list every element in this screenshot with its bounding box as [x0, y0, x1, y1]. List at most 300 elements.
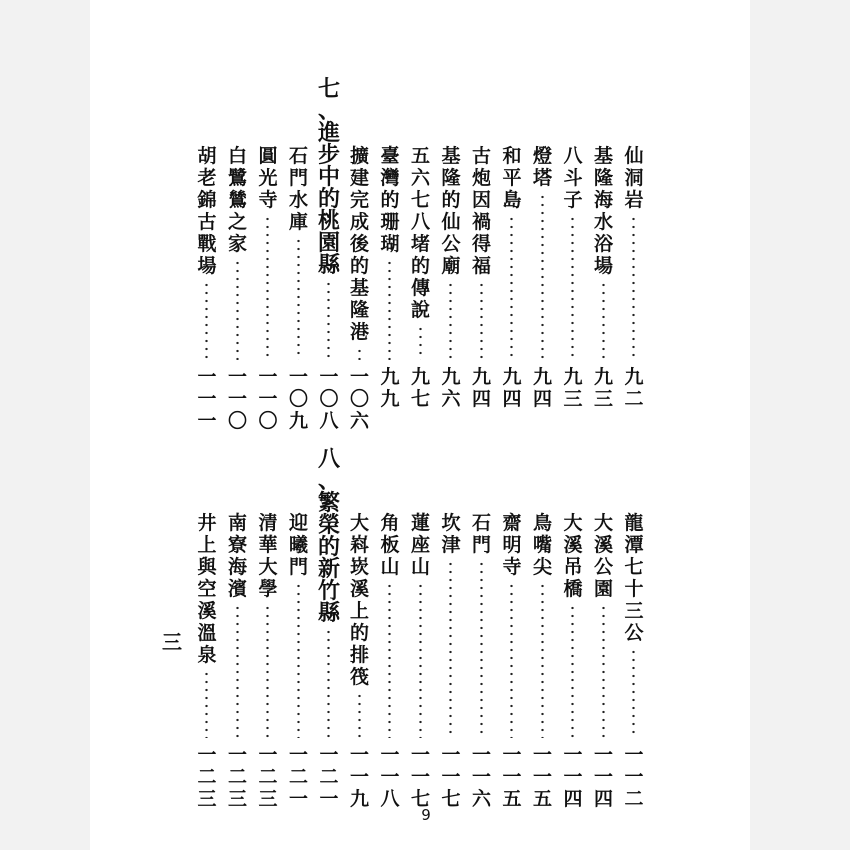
- toc-title-char: 後: [349, 233, 369, 255]
- toc-page-char: 八: [319, 410, 339, 432]
- toc-page-number: [593, 744, 615, 810]
- toc-title-char: 島: [502, 189, 522, 211]
- toc-title-char: 嘴: [532, 534, 552, 556]
- toc-page-char: 一: [624, 744, 644, 766]
- toc-title-char: 圓: [258, 145, 278, 167]
- toc-title-char: 潭: [624, 534, 644, 556]
- toc-page-char: 一: [532, 766, 552, 788]
- toc-title-char: 瑚: [380, 233, 400, 255]
- toc-title-char: 公: [624, 622, 644, 644]
- toc-page-char: 二: [624, 788, 644, 810]
- toc-title-char: 光: [258, 167, 278, 189]
- toc-page-number: [501, 744, 523, 810]
- toc-title-char: 庫: [288, 211, 308, 233]
- toc-page-number: [440, 744, 462, 810]
- toc-section-heading: [318, 78, 340, 276]
- toc-page-char: 一: [319, 788, 339, 810]
- toc-dot-leader: [227, 259, 249, 360]
- toc-dot-leader: [257, 215, 279, 360]
- toc-title-char: 南: [227, 512, 247, 534]
- toc-title-char: 灣: [380, 167, 400, 189]
- toc-page-char: 三: [197, 788, 217, 810]
- left-margin-band: [0, 0, 90, 850]
- toc-page-char: 六: [441, 388, 461, 410]
- toc-title-char: 老: [197, 167, 217, 189]
- toc-entry-title: [227, 512, 249, 600]
- toc-title-char: 八: [410, 211, 430, 233]
- toc-page-char: 三: [258, 788, 278, 810]
- toc-title-char: 水: [288, 189, 308, 211]
- toc-title-char: 上: [349, 600, 369, 622]
- toc-title-char: 子: [563, 189, 583, 211]
- toc-page-char: 六: [471, 788, 491, 810]
- toc-title-char: 斗: [563, 167, 583, 189]
- toc-title-char: 七: [624, 556, 644, 578]
- toc-title-char: 建: [349, 167, 369, 189]
- toc-title-char: 井: [197, 512, 217, 534]
- toc-title-char: 嵙: [349, 534, 369, 556]
- toc-title-char: 、: [318, 468, 341, 494]
- toc-title-char: 橋: [563, 578, 583, 600]
- toc-title-char: 與: [197, 556, 217, 578]
- toc-page-number: [349, 744, 371, 810]
- toc-page-char: 九: [593, 366, 613, 388]
- toc-title-char: 家: [227, 233, 247, 255]
- toc-dot-leader: [410, 325, 432, 360]
- toc-page-char: 一: [593, 766, 613, 788]
- toc-dot-leader: [562, 604, 584, 738]
- toc-page-char: 一: [441, 766, 461, 788]
- toc-title-char: 古: [471, 145, 491, 167]
- toc-page-char: 一: [319, 366, 339, 388]
- toc-title-char: 海: [593, 189, 613, 211]
- toc-title-char: 傳: [410, 277, 430, 299]
- toc-dot-leader: [379, 259, 401, 360]
- toc-title-char: 龍: [624, 512, 644, 534]
- toc-title-char: 空: [197, 578, 217, 600]
- toc-page-char: 一: [227, 388, 247, 410]
- toc-page-number: [257, 744, 279, 810]
- toc-page-char: 一: [349, 766, 369, 788]
- toc-page-number: [593, 366, 615, 410]
- right-margin-band: [750, 0, 850, 850]
- toc-page-char: 一: [563, 744, 583, 766]
- toc-title-char: 竹: [318, 578, 341, 604]
- toc-title-char: 基: [441, 145, 461, 167]
- toc-page-char: 一: [441, 744, 461, 766]
- toc-entry-title: [562, 512, 584, 600]
- toc-dot-leader: [593, 604, 615, 738]
- toc-entry-title: [532, 512, 554, 578]
- toc-page-char: 一: [288, 788, 308, 810]
- toc-page-char: 三: [593, 388, 613, 410]
- toc-title-char: 的: [318, 186, 341, 212]
- toc-page-number: [410, 744, 432, 810]
- toc-title-char: 寺: [258, 189, 278, 211]
- toc-page-char: 二: [227, 766, 247, 788]
- toc-title-char: 七: [318, 76, 341, 102]
- toc-entry-title: [257, 145, 279, 211]
- toc-page-number: [562, 744, 584, 810]
- toc-page-char: 一: [288, 366, 308, 388]
- toc-title-char: 的: [349, 255, 369, 277]
- toc-page-char: 〇: [227, 410, 247, 432]
- toc-title-char: 座: [410, 534, 430, 556]
- toc-page-char: 〇: [288, 388, 308, 410]
- toc-dot-leader: [593, 281, 615, 360]
- toc-page-char: 四: [502, 388, 522, 410]
- toc-title-char: 門: [288, 556, 308, 578]
- toc-title-char: 的: [380, 189, 400, 211]
- toc-page-char: 九: [471, 366, 491, 388]
- toc-title-char: 鷥: [227, 189, 247, 211]
- toc-page-number: [440, 366, 462, 410]
- toc-entry-title: [257, 512, 279, 600]
- toc-page-number: [471, 744, 493, 810]
- toc-title-char: 港: [349, 321, 369, 343]
- toc-title-char: 溪: [349, 578, 369, 600]
- toc-page-number: [227, 366, 249, 432]
- toc-title-char: 津: [441, 534, 461, 556]
- toc-page-char: 四: [563, 788, 583, 810]
- toc-title-char: 學: [258, 578, 278, 600]
- toc-title-char: 尖: [532, 556, 552, 578]
- toc-dot-leader: [623, 215, 645, 360]
- toc-entry-title: [471, 145, 493, 277]
- toc-page-char: 四: [593, 788, 613, 810]
- toc-page-number: [288, 744, 310, 810]
- toc-entry-title: [196, 145, 218, 277]
- toc-title-char: 的: [349, 622, 369, 644]
- toc-page-char: 九: [624, 366, 644, 388]
- toc-dot-leader: [623, 648, 645, 738]
- toc-entry-title: [349, 512, 371, 688]
- toc-page-number: [471, 366, 493, 410]
- toc-entry-title: [623, 512, 645, 644]
- toc-title-char: 崁: [349, 556, 369, 578]
- toc-page-char: 一: [197, 366, 217, 388]
- toc-entry-title: [440, 512, 462, 556]
- toc-page-char: 一: [410, 766, 430, 788]
- toc-title-char: 溪: [593, 534, 613, 556]
- toc-title-char: 白: [227, 145, 247, 167]
- toc-page-char: 九: [502, 366, 522, 388]
- toc-entry-title: [410, 145, 432, 321]
- toc-title-char: 大: [258, 556, 278, 578]
- toc-title-char: 八: [563, 145, 583, 167]
- toc-page-char: 九: [380, 388, 400, 410]
- toc-title-char: 五: [410, 145, 430, 167]
- toc-entry-title: [410, 512, 432, 578]
- toc-title-char: 戰: [197, 233, 217, 255]
- toc-dot-leader: [501, 215, 523, 360]
- toc-entry-title: [379, 145, 401, 255]
- toc-title-char: 桃: [318, 208, 341, 234]
- toc-dot-leader: [532, 582, 554, 738]
- toc-page-char: 一: [593, 744, 613, 766]
- toc-title-char: 古: [197, 211, 217, 233]
- toc-title-char: 筏: [349, 666, 369, 688]
- toc-page-char: 一: [380, 744, 400, 766]
- toc-title-char: 廟: [441, 255, 461, 277]
- toc-page-char: 一: [197, 744, 217, 766]
- toc-title-char: 完: [349, 189, 369, 211]
- toc-title-char: 七: [410, 189, 430, 211]
- toc-title-char: 泉: [197, 644, 217, 666]
- toc-entry-title: [532, 145, 554, 189]
- toc-page-char: 七: [410, 388, 430, 410]
- toc-entry-title: [501, 145, 523, 211]
- toc-title-char: 平: [502, 167, 522, 189]
- toc-page-char: 二: [258, 766, 278, 788]
- toc-entry-title: [379, 512, 401, 578]
- toc-page-number: [379, 366, 401, 410]
- toc-page-char: 二: [319, 766, 339, 788]
- toc-dot-leader: [288, 582, 310, 738]
- toc-page-char: 一: [197, 388, 217, 410]
- toc-page-char: 一: [197, 410, 217, 432]
- toc-title-char: 珊: [380, 211, 400, 233]
- toc-dot-leader: [318, 280, 340, 360]
- toc-title-char: 仙: [624, 145, 644, 167]
- toc-title-char: 門: [288, 167, 308, 189]
- toc-title-char: 中: [318, 164, 341, 190]
- toc-page-char: 九: [410, 366, 430, 388]
- toc-dot-leader: [410, 582, 432, 738]
- toc-title-char: 和: [502, 145, 522, 167]
- toc-title-char: 板: [380, 534, 400, 556]
- toc-page-char: 一: [502, 744, 522, 766]
- toc-title-char: 的: [410, 255, 430, 277]
- toc-title-char: 大: [593, 512, 613, 534]
- toc-title-char: 之: [227, 211, 247, 233]
- toc-title-char: 齋: [502, 512, 522, 534]
- toc-page-number: [196, 366, 218, 432]
- toc-page-char: 九: [380, 366, 400, 388]
- toc-page-char: 一: [502, 766, 522, 788]
- toc-title-char: 新: [318, 556, 341, 582]
- toc-page-number: [349, 366, 371, 432]
- toc-page-number: [196, 744, 218, 810]
- toc-dot-leader: [196, 281, 218, 360]
- toc-title-char: 臺: [380, 145, 400, 167]
- toc-title-char: 曦: [288, 534, 308, 556]
- toc-title-char: 公: [593, 556, 613, 578]
- toc-page-char: 一: [288, 744, 308, 766]
- toc-title-char: 禍: [471, 211, 491, 233]
- toc-title-char: 錦: [197, 189, 217, 211]
- toc-page-char: 九: [288, 410, 308, 432]
- toc-page-char: 一: [624, 766, 644, 788]
- toc-title-char: 鳥: [532, 512, 552, 534]
- toc-page-char: 六: [349, 410, 369, 432]
- toc-page-char: 一: [258, 366, 278, 388]
- toc-page-char: 九: [563, 366, 583, 388]
- toc-title-char: 寮: [227, 534, 247, 556]
- toc-title-char: 隆: [441, 167, 461, 189]
- toc-title-char: 隆: [349, 299, 369, 321]
- toc-dot-leader: [227, 604, 249, 738]
- toc-page-char: 四: [471, 388, 491, 410]
- toc-title-char: 園: [318, 230, 341, 256]
- toc-page-number: [532, 366, 554, 410]
- toc-title-char: 清: [258, 512, 278, 534]
- toc-dot-leader: [288, 237, 310, 360]
- toc-title-char: 石: [471, 512, 491, 534]
- toc-title-char: 胡: [197, 145, 217, 167]
- toc-title-char: 溪: [197, 600, 217, 622]
- toc-title-char: 說: [410, 299, 430, 321]
- toc-title-char: 華: [258, 534, 278, 556]
- toc-title-char: 、: [318, 98, 341, 124]
- toc-page-char: 一: [563, 766, 583, 788]
- toc-page-char: 三: [227, 788, 247, 810]
- toc-entry-title: [288, 512, 310, 578]
- toc-entry-title: [562, 145, 584, 211]
- toc-entry-title: [227, 145, 249, 255]
- toc-page-char: 二: [197, 766, 217, 788]
- toc-title-char: 成: [349, 211, 369, 233]
- toc-title-char: 的: [441, 189, 461, 211]
- toc-page-char: 一: [227, 366, 247, 388]
- toc-dot-leader: [349, 692, 371, 738]
- toc-title-char: 燈: [532, 145, 552, 167]
- toc-title-char: 場: [593, 255, 613, 277]
- toc-page-char: 二: [624, 388, 644, 410]
- toc-title-char: 場: [197, 255, 217, 277]
- toc-entry-title: [593, 512, 615, 600]
- toc-page-number: [379, 744, 401, 810]
- toc-title-char: 塔: [532, 167, 552, 189]
- toc-title-char: 寺: [502, 556, 522, 578]
- toc-title-char: 海: [227, 556, 247, 578]
- toc-page-number: [318, 744, 340, 810]
- toc-title-char: 坎: [441, 512, 461, 534]
- toc-dot-leader: [501, 582, 523, 738]
- page-number-cjk: 三: [162, 630, 182, 654]
- toc-page-char: 〇: [319, 388, 339, 410]
- toc-page-char: 〇: [258, 410, 278, 432]
- toc-title-char: 石: [288, 145, 308, 167]
- folio-number: 9: [421, 806, 431, 824]
- toc-page-char: 一: [410, 744, 430, 766]
- toc-dot-leader: [349, 347, 371, 360]
- toc-title-char: 溫: [197, 622, 217, 644]
- toc-entry-title: [288, 145, 310, 233]
- toc-title-char: 園: [593, 578, 613, 600]
- toc-title-char: 山: [380, 556, 400, 578]
- toc-page-char: 七: [441, 788, 461, 810]
- toc-page-char: 九: [349, 788, 369, 810]
- toc-dot-leader: [532, 193, 554, 360]
- toc-title-char: 縣: [318, 252, 341, 278]
- toc-title-char: 門: [471, 534, 491, 556]
- toc-title-char: 仙: [441, 211, 461, 233]
- toc-title-char: 十: [624, 578, 644, 600]
- toc-title-char: 因: [471, 189, 491, 211]
- toc-dot-leader: [196, 670, 218, 738]
- toc-dot-leader: [471, 560, 493, 738]
- toc-page-char: 五: [532, 788, 552, 810]
- toc-page-number: [623, 744, 645, 810]
- toc-page-char: 七: [410, 788, 430, 810]
- toc-title-char: 蓮: [410, 512, 430, 534]
- toc-entry-title: [471, 512, 493, 556]
- toc-title-char: 山: [410, 556, 430, 578]
- toc-title-char: 岩: [624, 189, 644, 211]
- toc-page-char: 一: [471, 744, 491, 766]
- toc-title-char: 明: [502, 534, 522, 556]
- toc-page-char: 一: [258, 744, 278, 766]
- toc-section-heading: [318, 448, 340, 624]
- toc-title-char: 鷺: [227, 167, 247, 189]
- toc-dot-leader: [440, 560, 462, 738]
- toc-page-char: 一: [349, 744, 369, 766]
- toc-title-char: 隆: [593, 167, 613, 189]
- toc-entry-title: [349, 145, 371, 343]
- toc-title-char: 濱: [227, 578, 247, 600]
- toc-title-char: 三: [624, 600, 644, 622]
- toc-title-char: 榮: [318, 512, 341, 538]
- toc-dot-leader: [562, 215, 584, 360]
- toc-title-char: 大: [563, 512, 583, 534]
- toc-title-char: 基: [593, 145, 613, 167]
- toc-title-char: 吊: [563, 556, 583, 578]
- toc-page-number: [257, 366, 279, 432]
- toc-title-char: 水: [593, 211, 613, 233]
- toc-title-char: 堵: [410, 233, 430, 255]
- toc-page-char: 一: [319, 744, 339, 766]
- toc-page-number: [410, 366, 432, 410]
- toc-dot-leader: [257, 604, 279, 738]
- toc-dot-leader: [440, 281, 462, 360]
- toc-title-char: 八: [318, 446, 341, 472]
- toc-page-char: 九: [441, 366, 461, 388]
- toc-title-char: 步: [318, 142, 341, 168]
- toc-title-char: 繁: [318, 490, 341, 516]
- toc-title-char: 洞: [624, 167, 644, 189]
- toc-title-char: 角: [380, 512, 400, 534]
- toc-title-char: 公: [441, 233, 461, 255]
- toc-page-char: 一: [227, 744, 247, 766]
- toc-page-char: 〇: [349, 388, 369, 410]
- toc-page-number: [288, 366, 310, 432]
- toc-page-char: 九: [532, 366, 552, 388]
- toc-entry-title: [501, 512, 523, 578]
- toc-dot-leader: [471, 281, 493, 360]
- toc-title-char: 大: [349, 512, 369, 534]
- toc-page-char: 四: [532, 388, 552, 410]
- toc-page-number: [501, 366, 523, 410]
- toc-page-char: 二: [288, 766, 308, 788]
- toc-dot-leader: [379, 582, 401, 738]
- toc-page-char: 八: [380, 788, 400, 810]
- toc-title-char: 得: [471, 233, 491, 255]
- toc-page-number: [562, 366, 584, 410]
- toc-title-char: 溪: [563, 534, 583, 556]
- toc-page-number: [227, 744, 249, 810]
- toc-page-number: [623, 366, 645, 410]
- toc-title-char: 浴: [593, 233, 613, 255]
- toc-dot-leader: [318, 628, 340, 738]
- toc-page-char: 一: [532, 744, 552, 766]
- toc-page-char: 一: [471, 766, 491, 788]
- toc-title-char: 排: [349, 644, 369, 666]
- toc-title-char: 的: [318, 534, 341, 560]
- toc-entry-title: [440, 145, 462, 277]
- toc-title-char: 上: [197, 534, 217, 556]
- toc-title-char: 進: [318, 120, 341, 146]
